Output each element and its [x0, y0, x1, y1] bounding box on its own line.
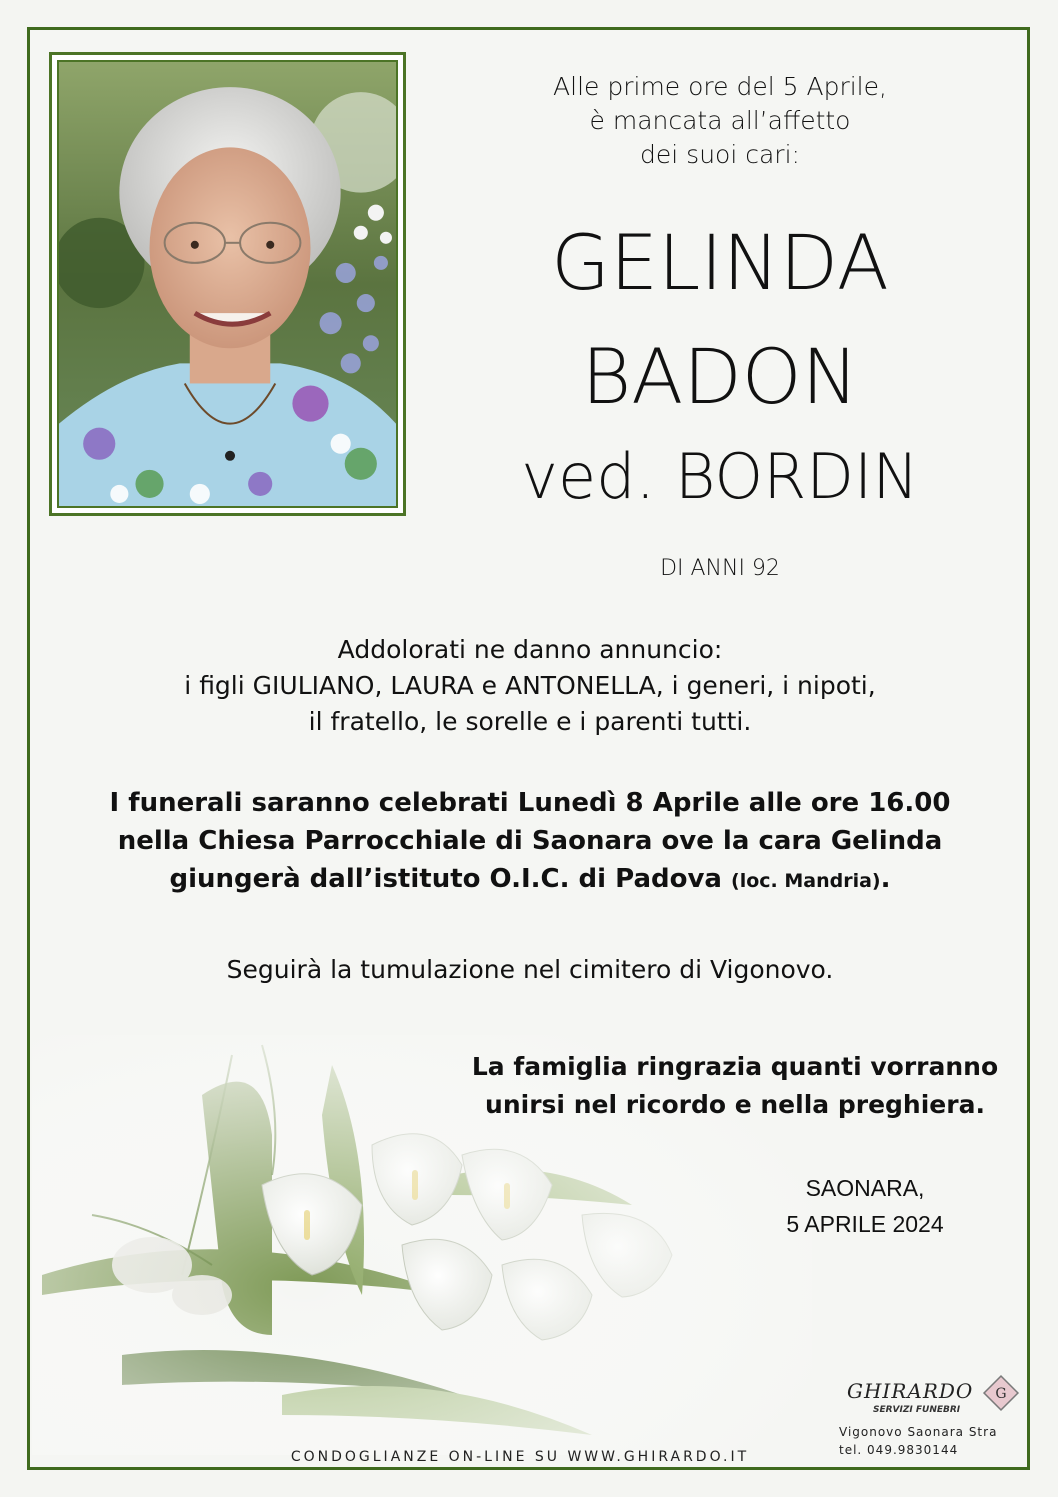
thanks-text	[450, 1048, 1020, 1124]
agency-locations: Vigonovo Saonara Stra	[839, 1425, 998, 1439]
funeral-location-note: (loc. Mandria)	[731, 870, 881, 892]
funeral-line-3-end: .	[880, 864, 891, 894]
intro-line-2: è mancata all’affetto	[589, 106, 851, 135]
thanks-line-2: unirsi nel ricordo e nella preghiera.	[485, 1090, 985, 1119]
funeral-line-3	[60, 860, 1000, 900]
agency-subtitle: SERVIZI FUNEBRI	[873, 1405, 961, 1415]
funeral-line-1: I funerali saranno celebrati Lunedì 8 Aprile alle ore 16.00	[109, 788, 951, 818]
place-date	[750, 1170, 980, 1242]
deceased-last-name: BADON	[581, 332, 859, 421]
announcement-line-3: il fratello, le sorelle e i parenti tutti.	[308, 707, 752, 736]
agency-phone: tel. 049.9830144	[839, 1443, 959, 1457]
deceased-widow-of: ved. BORDIN	[521, 440, 919, 513]
agency-name: GHIRARDO	[847, 1379, 974, 1403]
funeral-line-3-main: giungerà dall’istituto O.I.C. di Padova	[169, 864, 722, 894]
announcement-date: 5 APRILE 2024	[786, 1211, 944, 1237]
agency-logo-letter: G	[995, 1386, 1007, 1402]
intro-text	[470, 70, 970, 172]
agency-logo-diamond-icon	[981, 1373, 1021, 1413]
deceased-age: DI ANNI 92	[660, 556, 780, 581]
burial-text: Seguirà la tumulazione nel cimitero di Vigonovo.	[226, 955, 834, 984]
condolences-footer: CONDOGLIANZE ON-LINE SU WWW.GHIRARDO.IT	[290, 1449, 750, 1465]
announcement	[80, 632, 980, 740]
agency-logo	[835, 1373, 1025, 1463]
portrait-photo-icon	[57, 60, 398, 508]
announcement-line-1: Addolorati ne danno annuncio:	[337, 635, 723, 664]
thanks-line-1: La famiglia ringrazia quanti vorranno	[471, 1052, 999, 1081]
funeral-details	[60, 784, 1000, 900]
funeral-line-2: nella Chiesa Parrocchiale di Saonara ove la cara Gelinda	[117, 826, 943, 856]
intro-line-3: dei suoi cari:	[640, 140, 800, 169]
deceased-first-name: GELINDA	[551, 218, 889, 307]
place-name: SAONARA,	[805, 1175, 925, 1201]
portrait-frame	[49, 52, 406, 516]
announcement-line-2: i figli GIULIANO, LAURA e ANTONELLA, i generi, i nipoti,	[184, 671, 876, 700]
intro-line-1: Alle prime ore del 5 Aprile,	[553, 72, 887, 101]
